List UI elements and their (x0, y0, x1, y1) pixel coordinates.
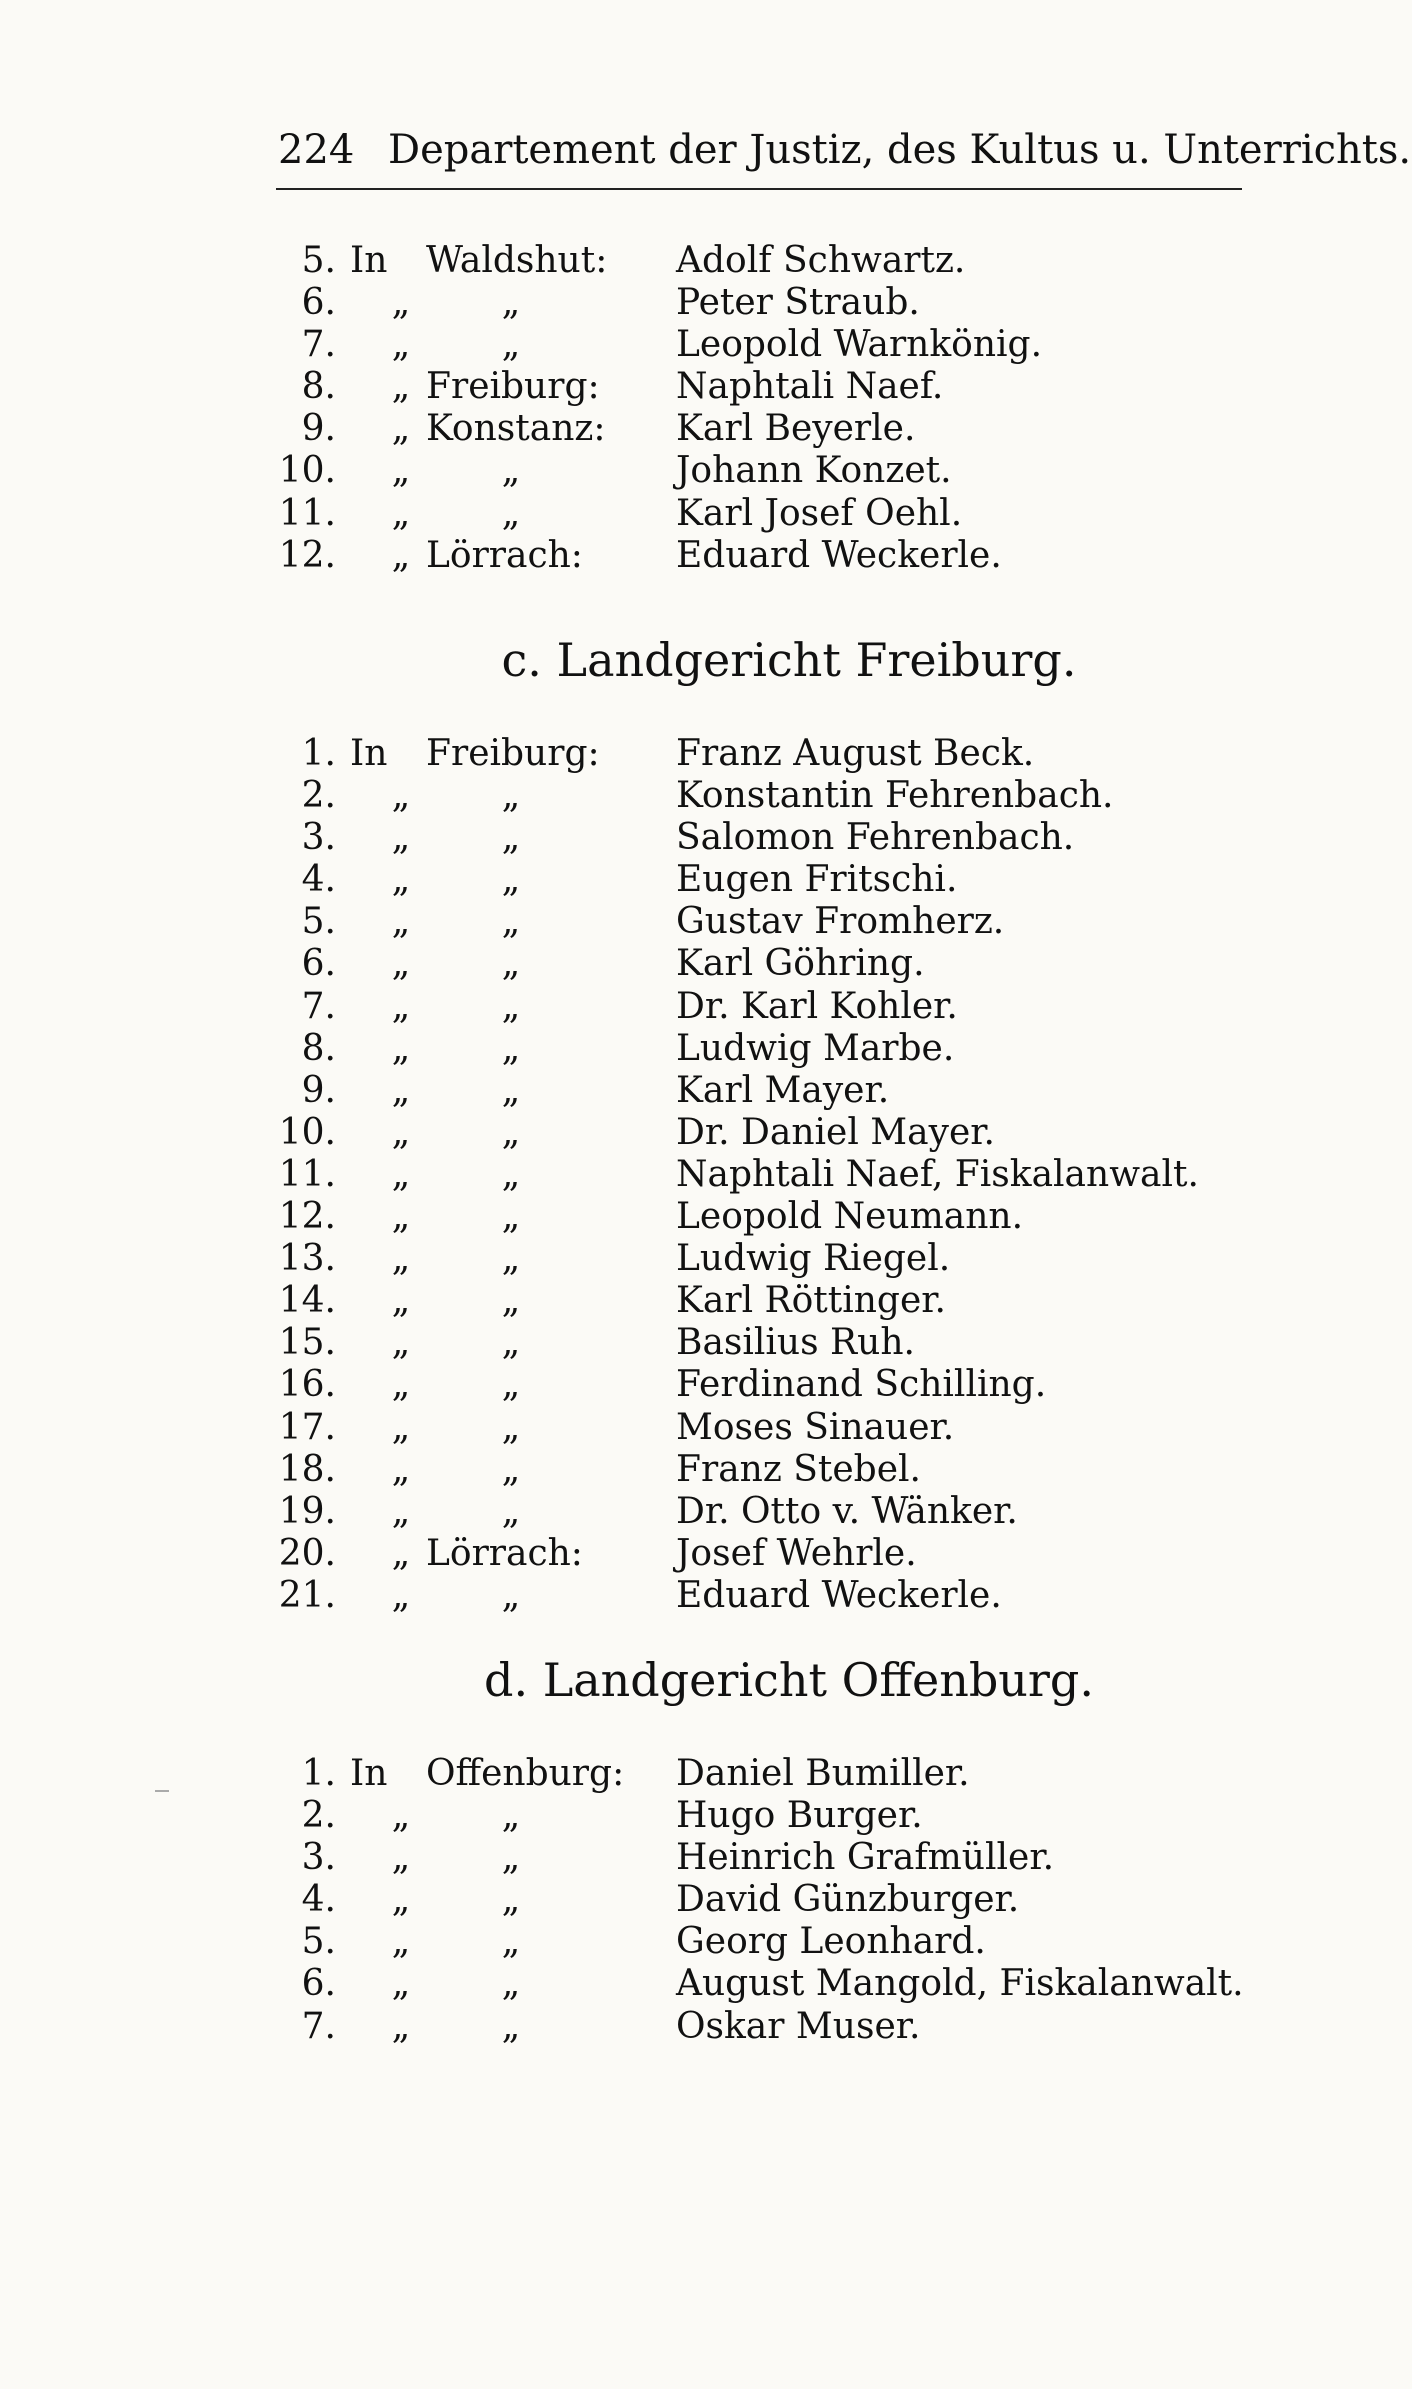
person-name: Franz Stebel. (676, 1448, 921, 1490)
list-item (276, 1837, 1242, 1879)
list-item (276, 1407, 1242, 1449)
person-name: Salomon Fehrenbach. (676, 817, 1075, 859)
ditto-mark: „ (391, 1280, 411, 1322)
list-item (276, 1491, 1242, 1533)
person-name: Konstantin Fehrenbach. (676, 775, 1114, 817)
person-name: Eduard Weckerle. (676, 534, 1002, 576)
section-heading: c. Landgericht Freiburg. (501, 633, 1077, 687)
list-item (276, 1364, 1242, 1406)
list-item (276, 366, 1242, 408)
entry-number: 6. (301, 943, 336, 985)
person-name: Franz August Beck. (676, 733, 1035, 774)
ditto-mark: „ (501, 1153, 521, 1195)
person-name: Naphtali Naef, Fiskalanwalt. (676, 1153, 1199, 1195)
entry-number: 12. (278, 534, 336, 576)
entry-number: 2. (301, 1795, 336, 1837)
ditto-mark: „ (391, 1921, 411, 1963)
person-name: Hugo Burger. (676, 1795, 923, 1837)
person-name: Daniel Bumiller. (676, 1753, 970, 1794)
ditto-mark: „ (391, 1448, 411, 1490)
ditto-mark: „ (391, 1532, 411, 1574)
entry-number: 13. (278, 1238, 336, 1280)
ditto-mark: „ (501, 324, 521, 366)
ditto-mark: „ (501, 2005, 521, 2047)
ditto-mark: „ (501, 859, 521, 901)
ditto-mark: „ (501, 1921, 521, 1963)
ditto-mark: „ (501, 1490, 521, 1532)
place-name: Konstanz: (426, 408, 606, 450)
ditto-mark: „ (391, 1027, 411, 1069)
person-name: Basilius Ruh. (676, 1322, 915, 1364)
place-name: Lörrach: (426, 1532, 583, 1574)
ditto-mark: „ (501, 1069, 521, 1111)
ditto-mark: „ (391, 324, 411, 366)
ditto-mark: „ (391, 859, 411, 901)
ditto-mark: „ (391, 1322, 411, 1364)
person-name: Eugen Fritschi. (676, 859, 958, 901)
ditto-mark: „ (391, 1837, 411, 1879)
ditto-mark: „ (391, 366, 411, 408)
list-item (276, 859, 1242, 901)
place-name: Lörrach: (426, 534, 583, 576)
entry-number: 6. (301, 282, 336, 324)
entry-number: 16. (278, 1364, 336, 1406)
ditto-mark: „ (501, 1280, 521, 1322)
list-item (276, 1795, 1242, 1837)
ditto-mark: „ (391, 775, 411, 817)
ditto-mark: „ (391, 1490, 411, 1532)
person-name: Karl Mayer. (676, 1069, 890, 1111)
entry-number: 21. (278, 1574, 336, 1616)
list-item (276, 1154, 1242, 1196)
ditto-mark: „ (501, 1448, 521, 1490)
ditto-mark: „ (501, 1322, 521, 1364)
ditto-mark: „ (391, 1879, 411, 1921)
person-name: Heinrich Grafmüller. (676, 1837, 1055, 1879)
place-name: Offenburg: (426, 1753, 625, 1794)
ditto-mark: „ (391, 450, 411, 492)
section-heading: d. Landgericht Offenburg. (484, 1653, 1094, 1707)
person-name: Georg Leonhard. (676, 1921, 986, 1963)
in-label: In (350, 1753, 388, 1794)
list-item (276, 1112, 1242, 1154)
ditto-mark: „ (391, 2005, 411, 2047)
entry-number: 2. (301, 775, 336, 817)
ditto-mark: „ (391, 408, 411, 450)
entry-number: 20. (278, 1532, 336, 1574)
person-name: Dr. Otto v. Wänker. (676, 1490, 1018, 1532)
list-item (276, 1753, 1242, 1795)
ditto-mark: „ (391, 492, 411, 534)
entry-number: 8. (301, 1027, 336, 1069)
entry-number: 10. (278, 450, 336, 492)
ditto-mark: „ (391, 1795, 411, 1837)
list-item (276, 1280, 1242, 1322)
ditto-mark: „ (391, 985, 411, 1027)
person-name: Eduard Weckerle. (676, 1574, 1002, 1616)
ditto-mark: „ (391, 1963, 411, 2005)
person-name: Ludwig Riegel. (676, 1238, 951, 1280)
entry-number: 7. (301, 2005, 336, 2047)
ditto-mark: „ (391, 817, 411, 859)
list-item (276, 1196, 1242, 1238)
ditto-mark: „ (501, 775, 521, 817)
person-name: Ferdinand Schilling. (676, 1364, 1047, 1406)
ditto-mark: „ (501, 1837, 521, 1879)
ditto-mark: „ (391, 1406, 411, 1448)
ditto-mark: „ (391, 534, 411, 576)
ditto-mark: „ (391, 943, 411, 985)
person-name: Karl Göhring. (676, 943, 925, 985)
list-item (276, 535, 1242, 577)
person-name: Peter Straub. (676, 282, 920, 324)
ditto-mark: „ (391, 1238, 411, 1280)
ditto-mark: „ (501, 1111, 521, 1153)
ditto-mark: „ (501, 492, 521, 534)
entry-number: 3. (301, 1837, 336, 1879)
header-rule (276, 188, 1242, 190)
list-item (276, 2006, 1242, 2048)
person-name: David Günzburger. (676, 1879, 1020, 1921)
ditto-mark: „ (501, 1196, 521, 1238)
page-number: 224 (278, 127, 355, 173)
section-list-continued (276, 240, 1242, 577)
place-name: Waldshut: (426, 240, 608, 281)
entry-number: 5. (301, 901, 336, 943)
person-name: Karl Röttinger. (676, 1280, 946, 1322)
entry-number: 3. (301, 817, 336, 859)
ditto-mark: „ (501, 1574, 521, 1616)
entry-number: 14. (278, 1280, 336, 1322)
entry-number: 18. (278, 1448, 336, 1490)
in-label: In (350, 240, 388, 281)
ditto-mark: „ (501, 943, 521, 985)
list-item (276, 1070, 1242, 1112)
entry-number: 4. (301, 859, 336, 901)
place-name: Freiburg: (426, 733, 600, 774)
list-item (276, 408, 1242, 450)
entry-number: 17. (278, 1406, 336, 1448)
ditto-mark: „ (501, 1963, 521, 2005)
list-item (276, 1533, 1242, 1575)
list-item (276, 943, 1242, 985)
person-name: Adolf Schwartz. (676, 240, 966, 281)
ditto-mark: „ (391, 1069, 411, 1111)
person-name: Karl Josef Oehl. (676, 492, 963, 534)
running-header (278, 120, 1412, 180)
list-item (276, 1575, 1242, 1617)
person-name: Gustav Fromherz. (676, 901, 1005, 943)
person-name: Moses Sinauer. (676, 1406, 955, 1448)
ditto-mark: „ (501, 1027, 521, 1069)
list-item (276, 1449, 1242, 1491)
entry-number: 7. (301, 985, 336, 1027)
person-name: Naphtali Naef. (676, 366, 944, 408)
person-name: Leopold Warnkönig. (676, 324, 1043, 366)
ditto-mark: „ (501, 1364, 521, 1406)
ditto-mark: „ (391, 901, 411, 943)
person-name: Ludwig Marbe. (676, 1027, 955, 1069)
ditto-mark: „ (501, 901, 521, 943)
in-label: In (350, 733, 388, 774)
section-landgericht-freiburg (276, 625, 1242, 1617)
list-item (276, 817, 1242, 859)
list-item (276, 1322, 1242, 1364)
entry-number: 9. (301, 1069, 336, 1111)
entry-number: 1. (301, 733, 336, 774)
ditto-mark: „ (501, 985, 521, 1027)
entry-number: 4. (301, 1879, 336, 1921)
running-title: Departement der Justiz, des Kultus u. Unterrichts. (388, 127, 1412, 173)
ditto-mark: „ (501, 450, 521, 492)
ditto-mark: „ (391, 1196, 411, 1238)
entry-number: 10. (278, 1111, 336, 1153)
ditto-mark: „ (501, 1879, 521, 1921)
list-item (276, 901, 1242, 943)
entry-number: 19. (278, 1490, 336, 1532)
entry-number: 1. (301, 1753, 336, 1794)
ditto-mark: „ (391, 1153, 411, 1195)
list-item (276, 986, 1242, 1028)
ditto-mark: „ (391, 1364, 411, 1406)
entry-number: 15. (278, 1322, 336, 1364)
ditto-mark: „ (501, 1238, 521, 1280)
entry-number: 6. (301, 1963, 336, 2005)
ditto-mark: „ (501, 1406, 521, 1448)
list-item (276, 1963, 1242, 2005)
list-item (276, 282, 1242, 324)
person-name: Oskar Muser. (676, 2005, 921, 2047)
person-name: Johann Konzet. (676, 450, 952, 492)
entry-number: 12. (278, 1196, 336, 1238)
ditto-mark: „ (501, 282, 521, 324)
list-item (276, 733, 1242, 775)
entry-number: 5. (301, 240, 336, 281)
ditto-mark: „ (391, 1111, 411, 1153)
person-name: Dr. Karl Kohler. (676, 985, 958, 1027)
entry-number: 7. (301, 324, 336, 366)
margin-mark (155, 1790, 169, 1792)
entry-number: 9. (301, 408, 336, 450)
list-item (276, 1028, 1242, 1070)
person-name: Dr. Daniel Mayer. (676, 1111, 995, 1153)
list-item (276, 450, 1242, 492)
ditto-mark: „ (391, 1574, 411, 1616)
list-item (276, 1238, 1242, 1280)
place-name: Freiburg: (426, 366, 600, 408)
list-item (276, 1921, 1242, 1963)
list-item (276, 493, 1242, 535)
ditto-mark: „ (501, 1795, 521, 1837)
person-name: August Mangold, Fiskalanwalt. (676, 1963, 1244, 2005)
person-name: Karl Beyerle. (676, 408, 916, 450)
ditto-mark: „ (501, 817, 521, 859)
entry-number: 11. (278, 492, 336, 534)
list-item (276, 775, 1242, 817)
entry-number: 8. (301, 366, 336, 408)
list-item (276, 1879, 1242, 1921)
list-item (276, 324, 1242, 366)
entry-number: 5. (301, 1921, 336, 1963)
entry-number: 11. (278, 1153, 336, 1195)
person-name: Leopold Neumann. (676, 1196, 1024, 1238)
ditto-mark: „ (391, 282, 411, 324)
person-name: Josef Wehrle. (676, 1532, 917, 1574)
list-item (276, 240, 1242, 282)
section-landgericht-offenburg (276, 1645, 1242, 2048)
